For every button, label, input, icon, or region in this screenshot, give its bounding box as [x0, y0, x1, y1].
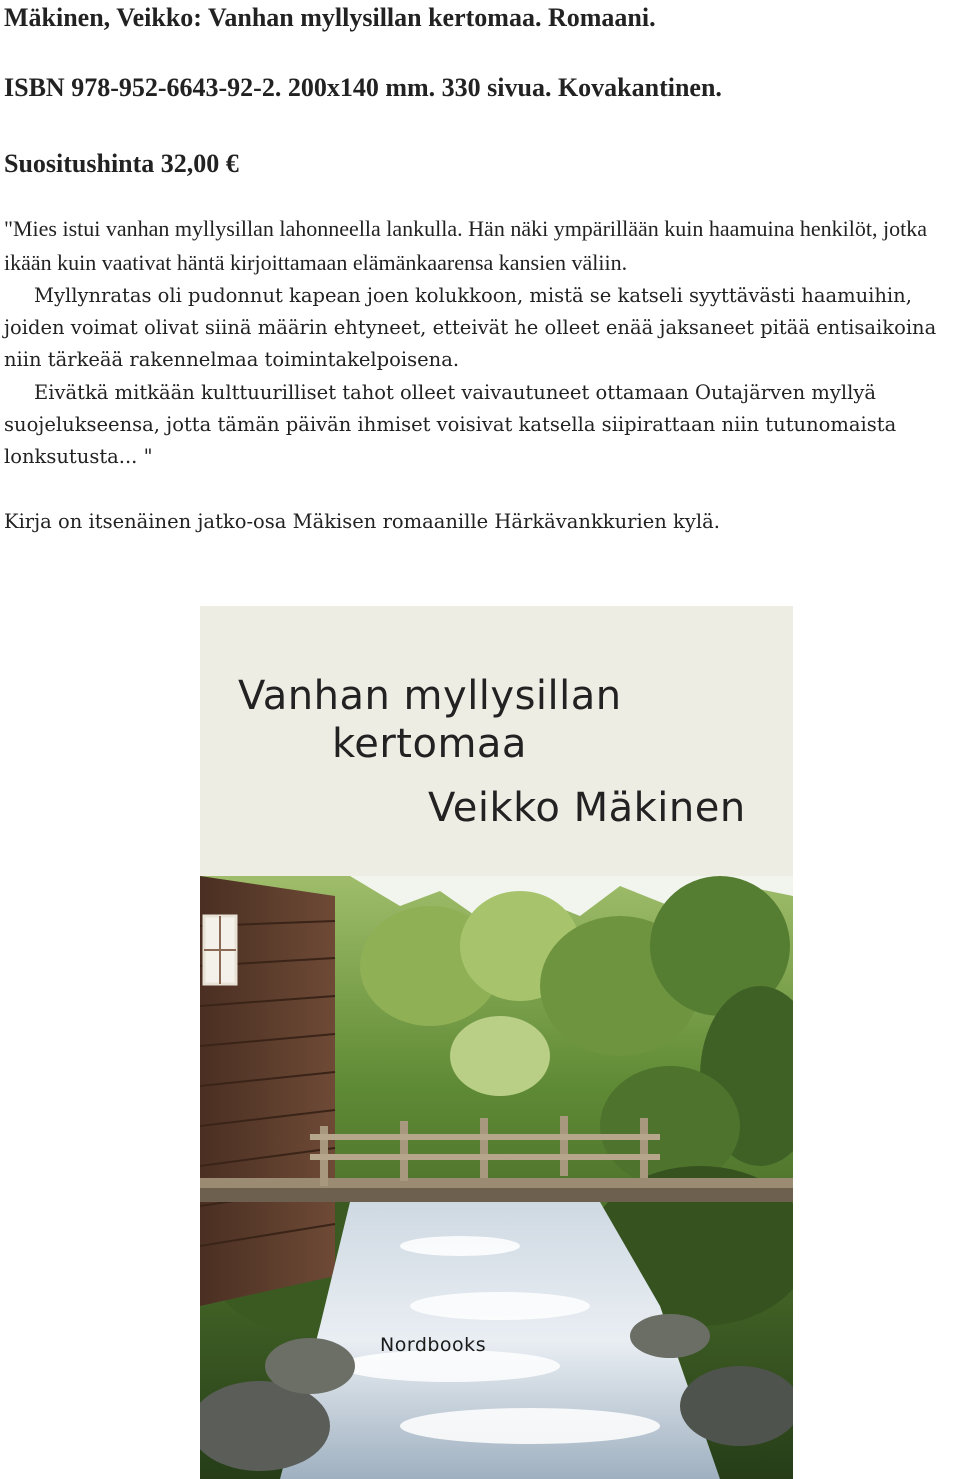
paragraph-text: Myllynratas oli pudonnut kapean joen kolukkoon, mistä se katseli syyttävästi haamuihin, joiden voimat olivat siinä määrin ehtyneet, etteivät he olleet enää jaksaneet pitää entisaikoina niin tärkeää rakennelmaa toimintakelpoisena.: [4, 284, 937, 371]
sequel-note: Kirja on itsenäinen jatko-osa Mäkisen romaanille Härkävankkurien kylä.: [4, 510, 720, 533]
quote-paragraph-2: [4, 377, 960, 473]
book-cover-image: [200, 606, 793, 1479]
paragraph-text: Eivätkä mitkään kulttuurilliset tahot olleet vaivautuneet ottamaan Outajärven myllyä suojelukseensa, jotta tämän päivän ihmiset voisivat katsella siipirattaan niin tutunomaista lonksutusta... ": [4, 381, 897, 468]
cover-author: Veikko Mäkinen: [428, 785, 746, 831]
publisher-logo-text: Nordbooks: [380, 1334, 487, 1356]
cover-title-line-2: kertomaa: [332, 721, 527, 767]
quote-paragraph-1: [4, 280, 960, 376]
book-title-line: Mäkinen, Veikko: Vanhan myllysillan kertomaa. Romaani.: [4, 3, 656, 32]
cover-title-line-1: Vanhan myllysillan: [238, 673, 622, 719]
price-line: Suositushinta 32,00 €: [4, 149, 239, 178]
quote-intro: "Mies istui vanhan myllysillan lahonneella lankulla. Hän näki ympärillään kuin haamuina henkilöt, jotka ikään kuin vaativat häntä kirjoittamaan elämänkaarensa kansien väliin.: [4, 216, 927, 275]
mill-cabin: [200, 876, 335, 1306]
isbn-line: ISBN 978-952-6643-92-2. 200x140 mm. 330 sivua. Kovakantinen.: [4, 73, 722, 102]
